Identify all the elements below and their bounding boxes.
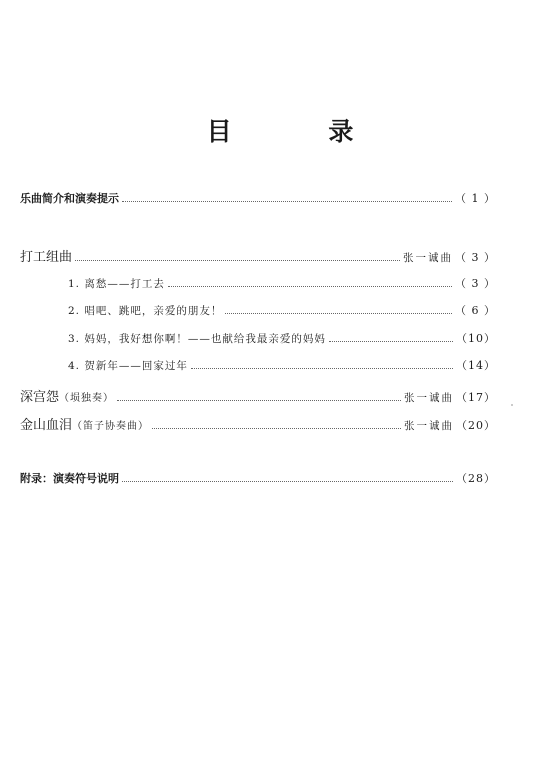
toc-entry-page: （10）: [456, 332, 496, 345]
toc-entry-composer: 张一诚曲: [403, 252, 453, 264]
toc-entry-label: 1. 离愁——打工去: [68, 278, 165, 290]
dot-leader: [168, 285, 452, 287]
toc-entry-page: （ 1 ）: [455, 192, 496, 205]
toc-entry-label: 4. 贺新年——回家过年: [68, 360, 188, 372]
toc-entry-intro[interactable]: [20, 190, 496, 206]
dot-leader: [75, 259, 400, 261]
toc-entry-shengongyuan[interactable]: [20, 386, 496, 405]
toc-entry-page: （14）: [456, 359, 496, 372]
toc-entry-note: （埙独奏）: [59, 393, 115, 404]
toc-entry-page: （28）: [456, 472, 496, 485]
toc-entry-sub-4[interactable]: [68, 357, 496, 373]
dot-leader: [225, 312, 452, 314]
toc-entry-composer: 张一诚曲: [404, 420, 454, 432]
dot-leader: [152, 427, 401, 429]
toc-entry-page: （ 3 ）: [455, 277, 496, 290]
toc-entry-label: 2. 唱吧、跳吧，亲爱的朋友！: [68, 305, 223, 317]
toc-entry-sub-3[interactable]: [68, 330, 496, 346]
dot-leader: [122, 200, 452, 202]
toc-entry-page: （17）: [456, 391, 496, 404]
dot-leader: [191, 367, 453, 369]
toc-entry-page: （20）: [456, 419, 496, 432]
toc-entry-jinshanxuelei[interactable]: [20, 414, 496, 433]
toc-entry-label: 深宫怨: [20, 390, 60, 405]
dot-leader: [329, 340, 453, 342]
page-title: 目 录: [206, 117, 398, 146]
toc-entry-label: 3. 妈妈，我好想你啊！——也献给我最亲爱的妈妈: [68, 333, 326, 345]
toc-entry-label: 乐曲简介和演奏提示: [20, 192, 119, 205]
toc-entry-suite[interactable]: [20, 246, 496, 265]
dot-leader: [117, 399, 401, 401]
toc-entry-composer: 张一诚曲: [404, 392, 454, 404]
toc-entry-label: 附录：演奏符号说明: [20, 472, 119, 485]
toc-entry-label: 金山血泪: [20, 418, 73, 433]
toc-entry-page: （ 3 ）: [455, 251, 496, 264]
toc-entry-appendix[interactable]: [20, 470, 496, 486]
toc-entry-sub-2[interactable]: [68, 302, 496, 318]
toc-entry-page: （ 6 ）: [455, 304, 496, 317]
dot-leader: [122, 480, 453, 482]
toc-entry-sub-1[interactable]: [68, 275, 496, 291]
toc-entry-note: （笛子协奏曲）: [72, 421, 150, 432]
paper-speck: [511, 404, 513, 406]
toc-entry-label: 打工组曲: [20, 250, 73, 265]
